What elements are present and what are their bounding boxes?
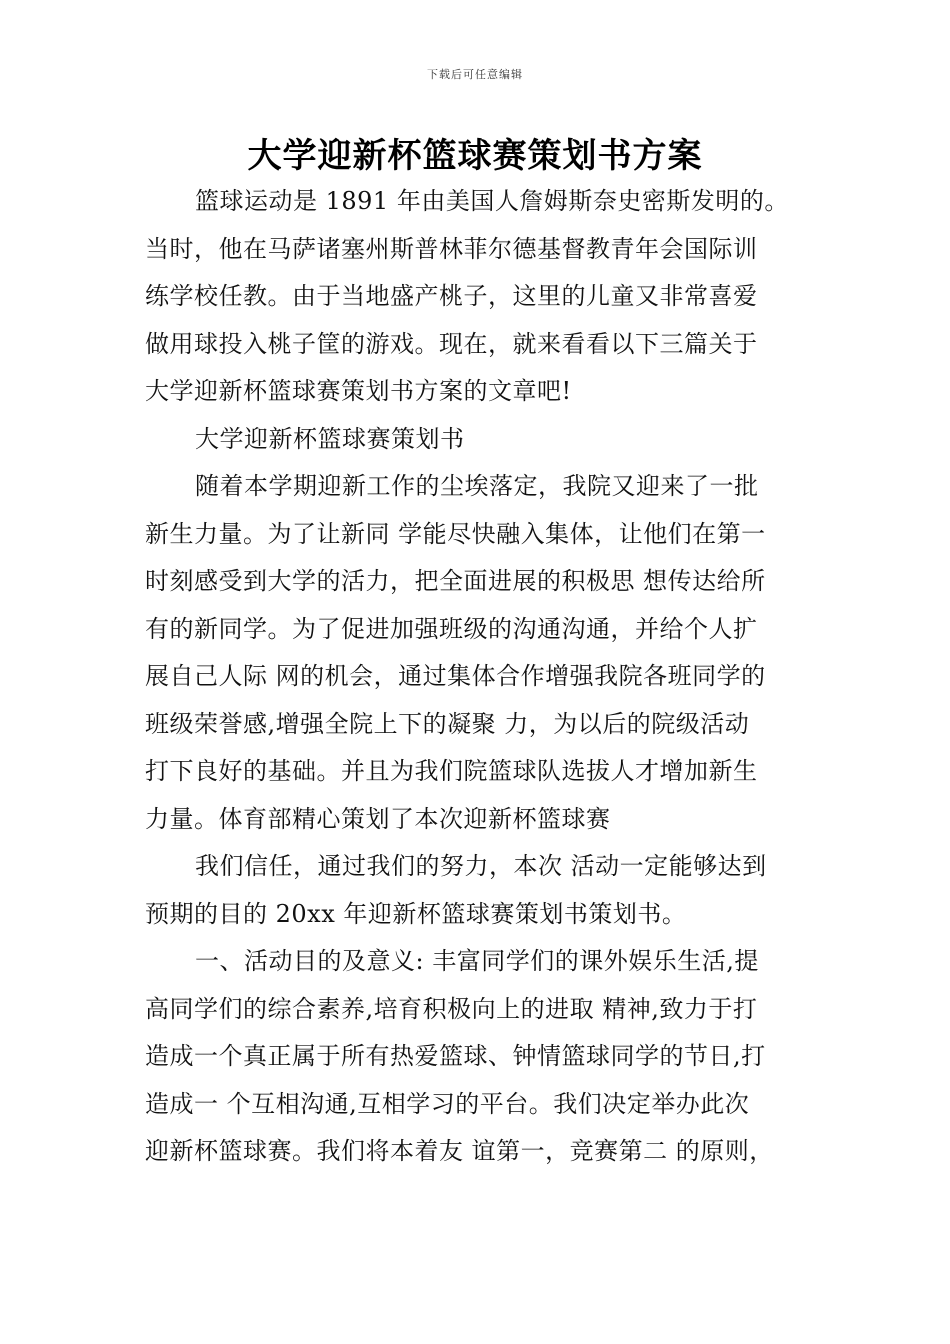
text-line: 新生力量。为了让新同 学能尽快融入集体，让他们在第一: [145, 519, 766, 548]
text-line: 大学迎新杯篮球赛策划书方案的文章吧!: [145, 377, 572, 405]
text-line: 随着本学期迎新工作的尘埃落定，我院又迎来了一批: [195, 472, 759, 500]
text-line: 预期的目的 20xx 年迎新杯篮球赛策划书策划书。: [145, 899, 687, 928]
text-line: 有的新同学。为了促进加强班级的沟通沟通，并给个人扩: [145, 614, 758, 643]
text-line: 我们信任，通过我们的努力，本次 活动一定能够达到: [195, 852, 767, 880]
text-line: 造成一 个互相沟通,互相学习的平台。我们决定举办此次: [145, 1089, 750, 1118]
text-line: 时刻感受到大学的活力，把全面进展的积极思 想传达给所: [145, 567, 766, 595]
text-line: 练学校任教。由于当地盛产桃子，这里的儿童又非常喜爱: [145, 282, 758, 310]
document-body: [145, 178, 813, 1176]
text-line: 一、活动目的及意义: 丰富同学们的课外娱乐生活,提: [195, 947, 759, 975]
text-line: 造成一个真正属于所有热爱篮球、钟情篮球同学的节日,打: [145, 1042, 766, 1070]
text-line: 迎新杯篮球赛。我们将本着友 谊第一，竞赛第二 的原则，: [145, 1137, 774, 1165]
text-line: 打下良好的基础。并且为我们院篮球队选拔人才增加新生: [145, 757, 758, 785]
text-line: 力量。体育部精心策划了本次迎新杯篮球赛: [145, 804, 611, 833]
text-line: 展自己人际 网的机会，通过集体合作增强我院各班同学的: [145, 662, 766, 690]
text-line: 做用球投入桃子筐的游戏。现在，就来看看以下三篇关于: [145, 329, 758, 358]
text-line: 当时，他在马萨诸塞州斯普林菲尔德基督教青年会国际训: [145, 234, 758, 263]
text-line: 班级荣誉感,增强全院上下的凝聚 力，为以后的院级活动: [145, 709, 750, 738]
header-note: 下载后可任意编辑: [427, 68, 523, 81]
section-heading: 大学迎新杯篮球赛策划书: [195, 424, 465, 453]
page-title: 大学迎新杯篮球赛策划书方案: [247, 136, 703, 176]
text-line: 篮球运动是 1891 年由美国人詹姆斯奈史密斯发明的。: [195, 187, 789, 215]
text-line: 高同学们的综合素养,培育积极向上的进取 精神,致力于打: [145, 994, 758, 1023]
